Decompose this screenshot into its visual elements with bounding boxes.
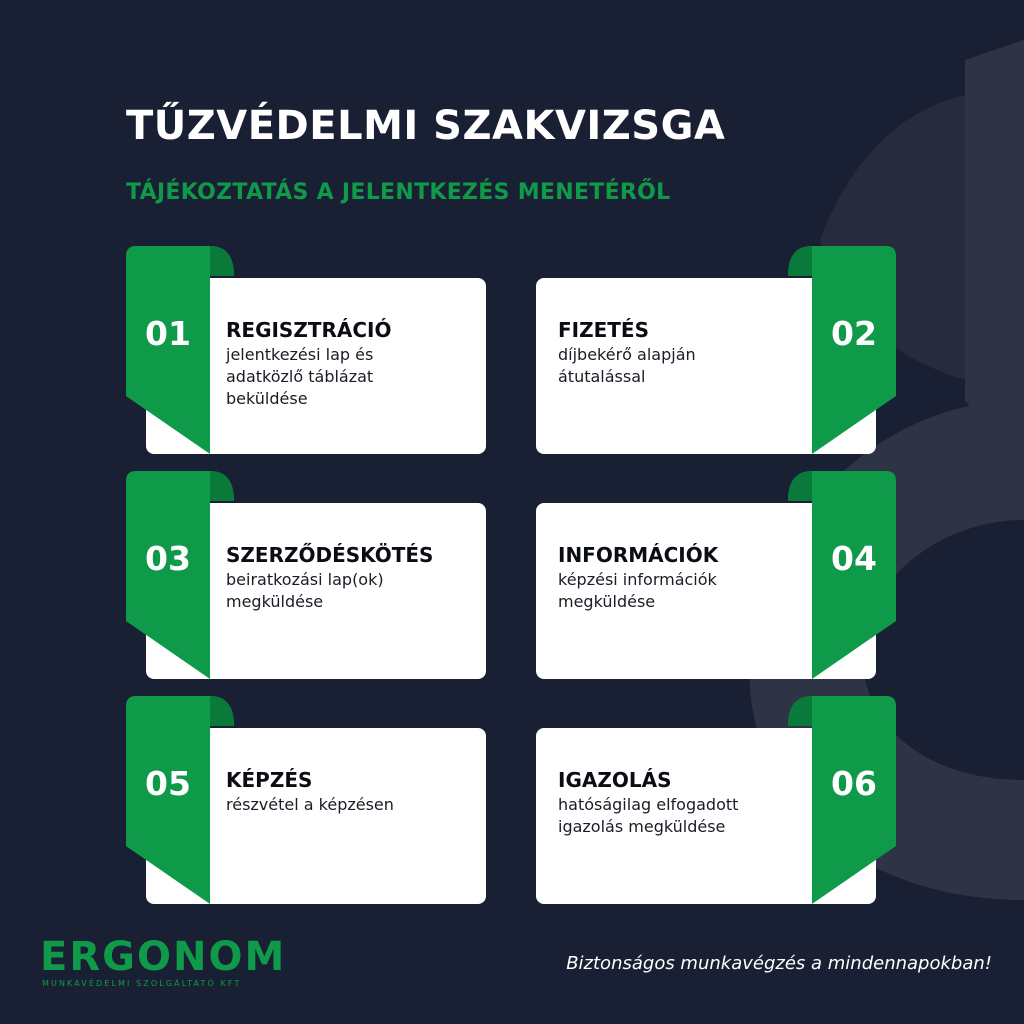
step-description: díjbekérő alapján átutalással [558, 345, 696, 386]
step-title: REGISZTRÁCIÓ [226, 318, 392, 342]
step-number: 06 [831, 764, 877, 803]
step-card-03 [126, 471, 486, 679]
step-text [226, 768, 486, 816]
step-description: jelentkezési lap és adatközlő táblázat beküldése [226, 345, 374, 408]
step-card-05 [126, 696, 486, 904]
step-card-02 [536, 246, 896, 454]
step-card-04 [536, 471, 896, 679]
brand-logo-subtitle: MUNKAVÉDELMI SZOLGÁLTATÓ KFT [42, 979, 242, 988]
step-number: 04 [831, 539, 877, 578]
step-badge [126, 471, 234, 679]
step-number: 02 [831, 314, 877, 353]
step-number: 05 [145, 764, 191, 803]
step-card-06 [536, 696, 896, 904]
step-title: FIZETÉS [558, 318, 649, 342]
step-description: hatóságilag elfogadott igazolás megküldése [558, 795, 739, 836]
step-title: INFORMÁCIÓK [558, 543, 719, 567]
step-number: 01 [145, 314, 191, 353]
page-subtitle: TÁJÉKOZTATÁS A JELENTKEZÉS MENETÉRŐL [126, 180, 671, 205]
step-text [226, 543, 486, 613]
step-text [226, 318, 486, 410]
step-description: képzési információk megküldése [558, 570, 717, 611]
page-title: TŰZVÉDELMI SZAKVIZSGA [126, 103, 726, 149]
step-title: KÉPZÉS [226, 768, 313, 792]
step-text [558, 318, 818, 388]
step-number: 03 [145, 539, 191, 578]
step-text [558, 543, 818, 613]
step-badge [126, 696, 234, 904]
step-description: beiratkozási lap(ok) megküldése [226, 570, 384, 611]
footer-tagline: Biztonságos munkavégzés a mindennapokban! [566, 953, 992, 974]
step-badge [126, 246, 234, 454]
step-card-01 [126, 246, 486, 454]
step-text [558, 768, 818, 838]
step-title: IGAZOLÁS [558, 768, 672, 792]
brand-logo-name: ERGONOM [40, 934, 287, 980]
step-description: részvétel a képzésen [226, 795, 394, 814]
step-title: SZERZŐDÉSKÖTÉS [226, 543, 434, 567]
